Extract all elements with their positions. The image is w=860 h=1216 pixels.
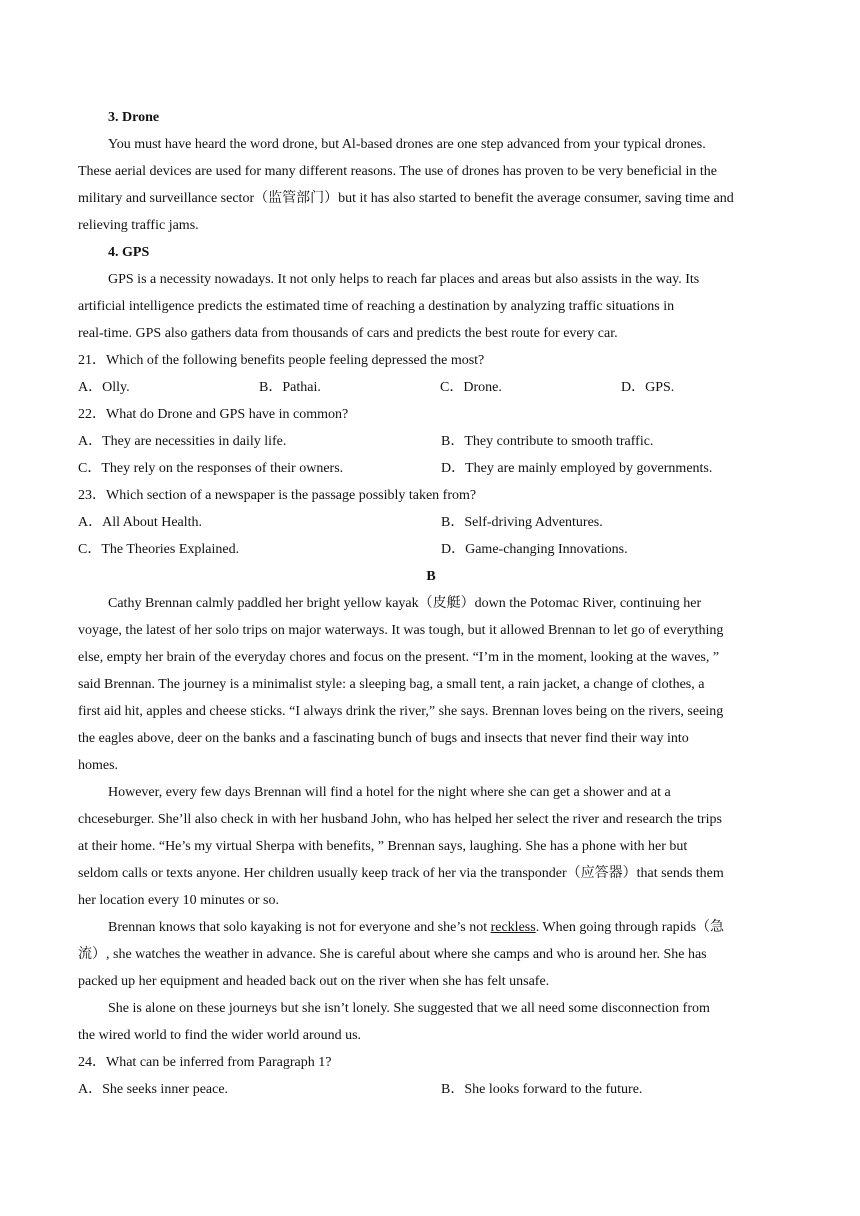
question-23-stem: 23．Which section of a newspaper is the passage possibly taken from? bbox=[78, 488, 477, 503]
paragraph-2-line: However, every few days Brennan will find a hotel for the night where she can get a shower and at a bbox=[108, 785, 671, 800]
option-c: C．The Theories Explained. bbox=[78, 542, 240, 557]
option-d: D．Game-changing Innovations. bbox=[441, 542, 628, 557]
question-24-options-row bbox=[78, 1076, 784, 1103]
paragraph-2-line: seldom calls or texts anyone. Her children usually keep track of her via the transponder（应答器）that sends them bbox=[78, 866, 724, 881]
paragraph-4-line: the wired world to find the wider world around us. bbox=[78, 1028, 362, 1043]
option-b: B．She looks forward to the future. bbox=[441, 1082, 643, 1097]
question-24-stem: 24．What can be inferred from Paragraph 1? bbox=[78, 1055, 332, 1070]
paragraph-1-line: the eagles above, deer on the banks and a fascinating bunch of bugs and insects that never find their way into bbox=[78, 731, 689, 746]
question-21-stem: 21．Which of the following benefits people feeling depressed the most? bbox=[78, 353, 485, 368]
paragraph-3-line bbox=[78, 914, 784, 941]
paragraph-1-line: homes. bbox=[78, 758, 119, 773]
drone-text-line: military and surveillance sector（监管部门）but it has also started to benefit the average consumer, saving time and bbox=[78, 191, 734, 206]
option-a: A．They are necessities in daily life. bbox=[78, 434, 287, 449]
drone-text-line: relieving traffic jams. bbox=[78, 218, 199, 233]
paragraph-3-line: 流）, she watches the weather in advance. She is careful about where she camps and who is around her. She has bbox=[78, 947, 707, 962]
question-21-options bbox=[78, 374, 784, 401]
document-page bbox=[78, 104, 784, 1103]
gps-text-line: GPS is a necessity nowadays. It not only helps to reach far places and areas but also assists in the way. Its bbox=[108, 272, 700, 287]
paragraph-2-line: chceseburger. She’ll also check in with her husband John, who has helped her select the river and research the trips bbox=[78, 812, 722, 827]
gps-text-line: real-time. GPS also gathers data from thousands of cars and predicts the best route for every car. bbox=[78, 326, 618, 341]
question-22-options-row bbox=[78, 455, 784, 482]
paragraph-1-line: voyage, the latest of her solo trips on major waterways. It was tough, but it allowed Brennan to let go of everything bbox=[78, 623, 724, 638]
option-a: A．Olly. bbox=[78, 380, 130, 395]
option-d: D．GPS. bbox=[621, 380, 675, 395]
drone-text-line: You must have heard the word drone, but Al-based drones are one step advanced from your typical drones. bbox=[108, 137, 706, 152]
question-23-options-row bbox=[78, 536, 784, 563]
drone-text-line: These aerial devices are used for many different reasons. The use of drones has proven to be very beneficial in the bbox=[78, 164, 717, 179]
option-b: B．Self-driving Adventures. bbox=[441, 515, 603, 530]
option-d: D．They are mainly employed by governments. bbox=[441, 461, 713, 476]
gps-heading: 4. GPS bbox=[108, 245, 150, 260]
paragraph-3-text: Brennan knows that solo kayaking is not for everyone and she’s not bbox=[108, 920, 491, 935]
underlined-word-reckless: reckless bbox=[490, 920, 536, 935]
paragraph-1-line: said Brennan. The journey is a minimalist style: a sleeping bag, a small tent, a rain jacket, a change of clothes, a bbox=[78, 677, 705, 692]
paragraph-3-text: . When going through rapids（急 bbox=[535, 920, 725, 935]
paragraph-1-line: else, empty her brain of the everyday chores and focus on the present. “I’m in the moment, looking at the waves, ” bbox=[78, 650, 720, 665]
paragraph-1-line: first aid hit, apples and cheese sticks. “I always drink the river,” she says. Brennan loves being on the rivers, seeing bbox=[78, 704, 724, 719]
option-b: B．Pathai. bbox=[259, 380, 321, 395]
paragraph-3-line: packed up her equipment and headed back out on the river when she has felt unsafe. bbox=[78, 974, 550, 989]
paragraph-2-line: her location every 10 minutes or so. bbox=[78, 893, 280, 908]
option-c: C．They rely on the responses of their owners. bbox=[78, 461, 344, 476]
question-22-stem: 22．What do Drone and GPS have in common? bbox=[78, 407, 349, 422]
question-22-options-row bbox=[78, 428, 784, 455]
paragraph-4-line: She is alone on these journeys but she isn’t lonely. She suggested that we all need some disconnection from bbox=[108, 1001, 710, 1016]
paragraph-2-line: at their home. “He’s my virtual Sherpa with benefits, ” Brennan says, laughing. She has a phone with her but bbox=[78, 839, 688, 854]
option-a: A．She seeks inner peace. bbox=[78, 1082, 229, 1097]
option-c: C．Drone. bbox=[440, 380, 502, 395]
option-a: A．All About Health. bbox=[78, 515, 203, 530]
option-b: B．They contribute to smooth traffic. bbox=[441, 434, 654, 449]
gps-text-line: artificial intelligence predicts the estimated time of reaching a destination by analyzing traffic situations in bbox=[78, 299, 675, 314]
question-23-options-row bbox=[78, 509, 784, 536]
section-b-title: B bbox=[426, 569, 436, 584]
drone-heading: 3. Drone bbox=[108, 110, 160, 125]
paragraph-1-line: Cathy Brennan calmly paddled her bright yellow kayak（皮艇）down the Potomac River, continuing her bbox=[108, 596, 702, 611]
